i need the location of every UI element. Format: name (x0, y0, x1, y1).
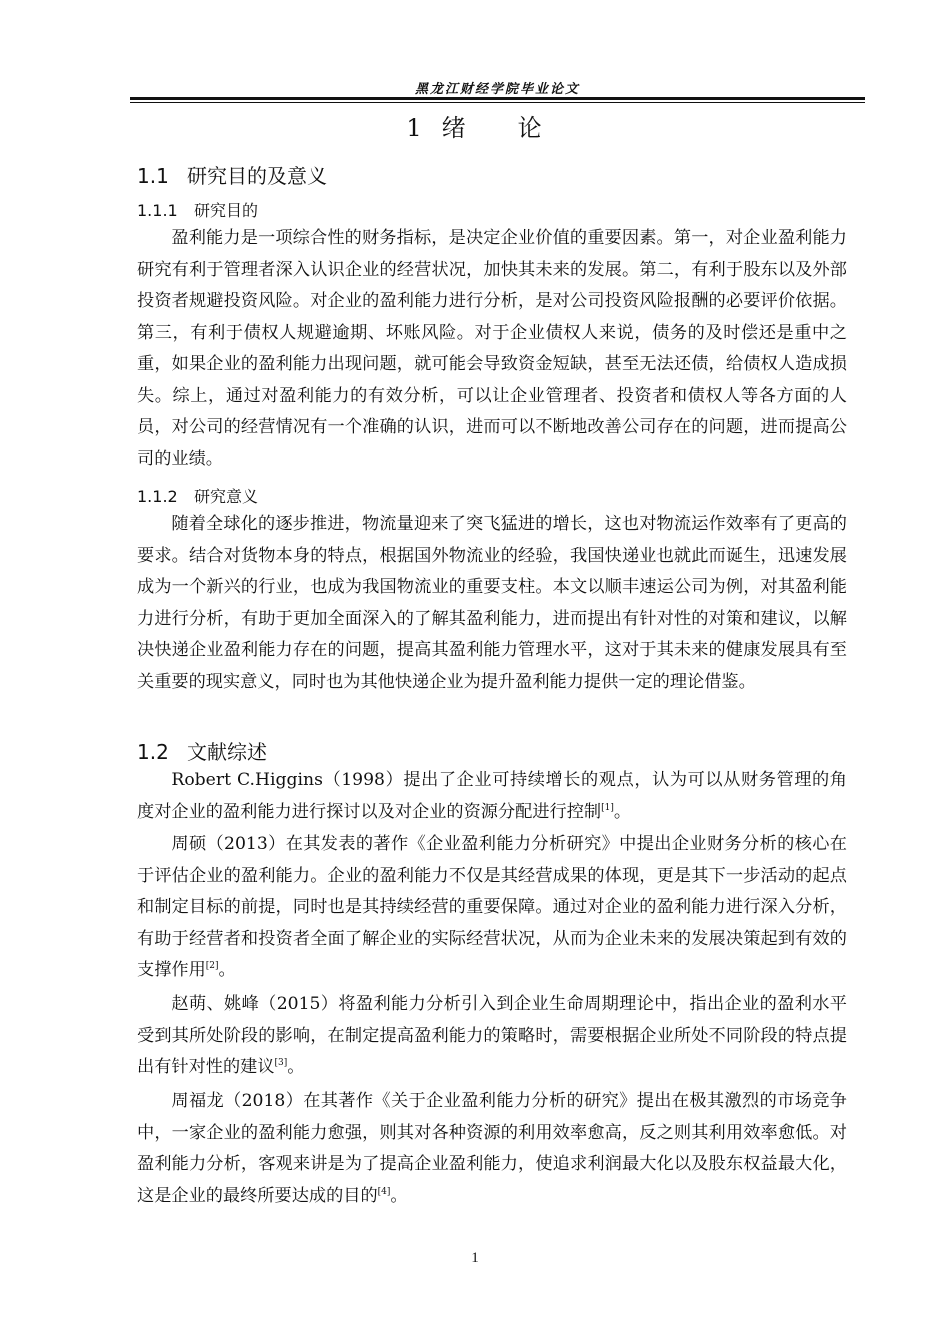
header-rule-thin (130, 102, 865, 103)
paragraph-end: 。 (287, 1057, 305, 1077)
subsection-number: 1.1.1 (137, 201, 178, 220)
section-number: 1.2 (137, 740, 169, 764)
chapter-title (0, 108, 950, 143)
section-title: 研究目的及意义 (187, 164, 327, 188)
subsection-heading-1-1-2 (137, 484, 258, 507)
subsection-title: 研究意义 (194, 487, 259, 506)
paragraph-text: Robert C.Higgins（1998）提出了企业可持续增长的观点，认为可以从财务管理的角度对企业的盈利能力进行探讨以及对企业的资源分配进行控制 (137, 770, 847, 822)
citation-ref: [1] (601, 802, 614, 813)
paragraph-literature-3 (137, 989, 847, 1084)
section-number: 1.1 (137, 164, 169, 188)
paragraph-research-significance: 随着全球化的逐步推进，物流量迎来了突飞猛进的增长，这也对物流运作效率有了更高的要求。结合对货物本身的特点，根据国外物流业的经验，我国快递业也就此而诞生，迅速发展成为一个新兴的行业，也成为我国物流业的重要支柱。本文以顺丰速运公司为例，对其盈利能力进行分析，有助于更加全面深入的了解其盈利能力，进而提出有针对性的对策和建议，以解决快递企业盈利能力存在的问题，提高其盈利能力管理水平，这对于其未来的健康发展具有至关重要的现实意义，同时也为其他快递企业为提升盈利能力提供一定的理论借鉴。 (137, 514, 847, 692)
paragraph-literature-2 (137, 829, 847, 987)
subsection-title: 研究目的 (194, 201, 259, 220)
paragraph-literature-1 (137, 765, 847, 828)
chapter-title-char-1: 绪 (441, 114, 468, 142)
paragraph-end: 。 (613, 801, 632, 822)
paragraph-text: 周硕（2013）在其发表的著作《企业盈利能力分析研究》中提出企业财务分析的核心在于评估企业的盈利能力。企业的盈利能力不仅是其经营成果的体现，更是其下一步活动的起点和制定目标的前提，同时也是其持续经营的重要保障。通过对企业的盈利能力进行深入分析，有助于经营者和投资者全面了解企业的实际经营状况，从而为企业未来的发展决策起到有效的支撑作用 (137, 834, 847, 980)
section-title: 文献综述 (187, 740, 267, 764)
running-header: 黑龙江财经学院毕业论文 (414, 82, 580, 97)
chapter-number: 1 (406, 114, 424, 142)
paragraph-literature-4 (137, 1086, 847, 1212)
paragraph-text: 赵萌、姚峰（2015）将盈利能力分析引入到企业生命周期理论中，指出企业的盈利水平受到其所处阶段的影响，在制定提高盈利能力的策略时，需要根据企业所处不同阶段的特点提出有针对性的建议 (137, 994, 847, 1077)
section-heading-1-2 (137, 736, 267, 765)
header-rule-thick (130, 97, 865, 100)
subsection-heading-1-1-1 (137, 198, 258, 221)
section-heading-1-1 (137, 160, 327, 189)
subsection-number: 1.1.2 (137, 487, 178, 506)
paragraph-research-purpose: 盈利能力是一项综合性的财务指标，是决定企业价值的重要因素。第一，对企业盈利能力研究有利于管理者深入认识企业的经营状况，加快其未来的发展。第二，有利于股东以及外部投资者规避投资风险。对企业的盈利能力进行分析，是对公司投资风险报酬的必要评价依据。第三，有利于债权人规避逾期、坏账风险。对于企业债权人来说，债务的及时偿还是重中之重，如果企业的盈利能力出现问题，就可能会导致资金短缺，甚至无法还债，给债权人造成损失。综上，通过对盈利能力的有效分析，可以让企业管理者、投资者和债权人等各方面的人员，对公司的经营情况有一个准确的认识，进而可以不断地改善公司存在的问题，进而提高公司的业绩。 (137, 228, 847, 469)
paragraph-text: 周福龙（2018）在其著作《关于企业盈利能力分析的研究》提出在极其激烈的市场竞争中，一家企业的盈利能力愈强，则其对各种资源的利用效率愈高，反之则其利用效率愈低。对盈利能力分析，客观来讲是为了提高企业盈利能力，使追求利润最大化以及股东权益最大化，这是企业的最终所要达成的目的 (137, 1091, 847, 1206)
citation-ref: [2] (205, 961, 219, 971)
paragraph-end: 。 (218, 960, 236, 980)
chapter-title-char-2: 论 (517, 114, 544, 142)
citation-ref: [4] (377, 1186, 391, 1197)
citation-ref: [3] (274, 1058, 288, 1068)
paragraph-end: 。 (390, 1185, 408, 1206)
page-number: 1 (471, 1250, 479, 1266)
